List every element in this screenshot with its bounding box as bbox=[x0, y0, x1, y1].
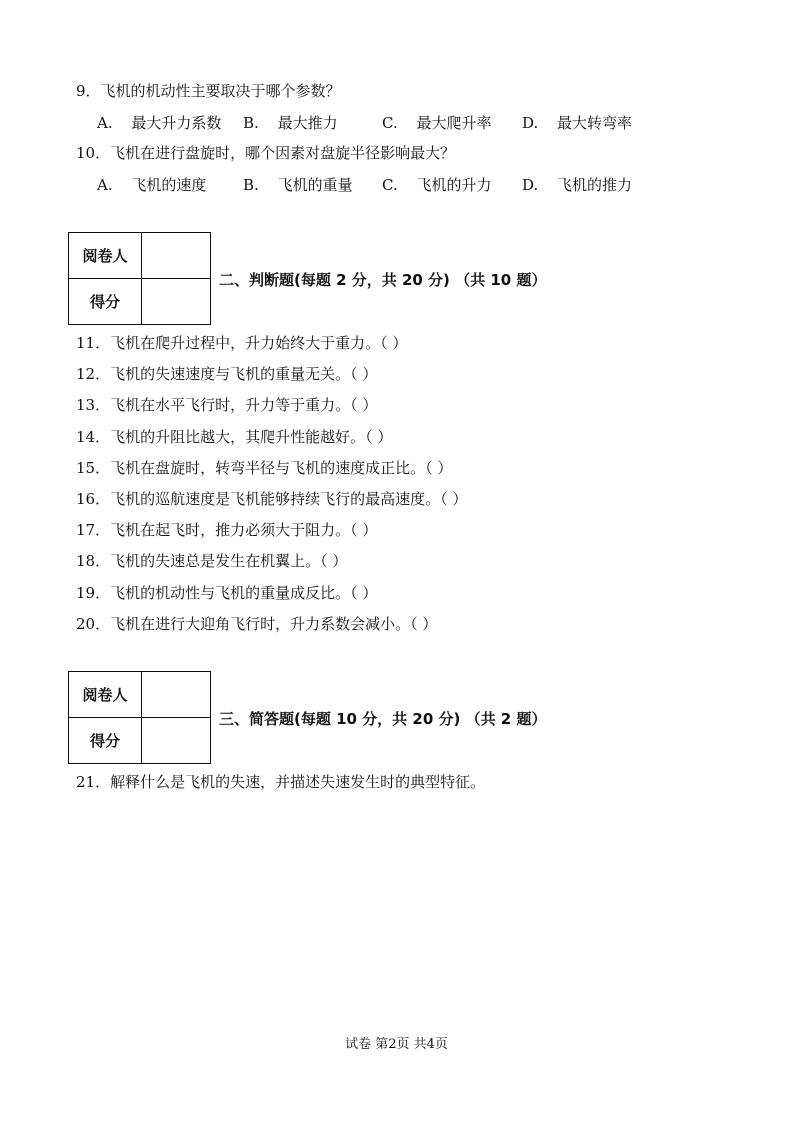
tf-question: 14．飞机的升阻比越大，其爬升性能越好。（ ） bbox=[76, 428, 393, 446]
question-10 bbox=[76, 143, 455, 163]
score-label: 得分 bbox=[69, 718, 142, 764]
reviewer-cell[interactable] bbox=[142, 672, 211, 718]
option-a bbox=[97, 113, 221, 133]
score-label: 得分 bbox=[69, 279, 142, 325]
option-b bbox=[243, 113, 338, 133]
option-text: 最大推力 bbox=[277, 114, 338, 132]
option-a bbox=[97, 175, 206, 195]
option-c bbox=[382, 175, 492, 195]
option-d bbox=[522, 175, 632, 195]
option-letter: D. bbox=[522, 176, 539, 194]
reviewer-label: 阅卷人 bbox=[69, 672, 142, 718]
option-b bbox=[243, 175, 353, 195]
grading-box bbox=[68, 671, 211, 764]
option-letter: C. bbox=[382, 114, 398, 132]
option-text: 飞机的推力 bbox=[557, 176, 633, 194]
question-9 bbox=[76, 81, 341, 101]
option-text: 飞机的升力 bbox=[416, 176, 492, 194]
page-footer: 试卷 第2页 共4页 bbox=[345, 1037, 448, 1052]
section-title-short-answer: 三、简答题(每题 10 分，共 20 分) （共 2 题） bbox=[219, 710, 547, 728]
reviewer-cell[interactable] bbox=[142, 233, 211, 279]
question-stem: 飞机的机动性主要取决于哪个参数？ bbox=[100, 82, 341, 100]
question-number: 10． bbox=[76, 144, 111, 162]
tf-question: 12．飞机的失速速度与飞机的重量无关。（ ） bbox=[76, 365, 378, 383]
question-stem: 飞机在进行盘旋时，哪个因素对盘旋半径影响最大？ bbox=[110, 144, 456, 162]
option-text: 最大升力系数 bbox=[131, 114, 222, 132]
question-number: 9． bbox=[76, 82, 101, 100]
score-cell[interactable] bbox=[142, 279, 211, 325]
option-d bbox=[522, 113, 632, 133]
tf-question: 19．飞机的机动性与飞机的重量成反比。（ ） bbox=[76, 584, 378, 602]
option-letter: A. bbox=[97, 176, 113, 194]
short-answer-question: 21．解释什么是飞机的失速，并描述失速发生时的典型特征。 bbox=[76, 773, 486, 791]
option-text: 飞机的速度 bbox=[131, 176, 207, 194]
option-letter: C. bbox=[382, 176, 398, 194]
tf-question: 13．飞机在水平飞行时，升力等于重力。（ ） bbox=[76, 396, 378, 414]
tf-question: 18．飞机的失速总是发生在机翼上。（ ） bbox=[76, 552, 348, 570]
option-c bbox=[382, 113, 492, 133]
tf-question: 11．飞机在爬升过程中，升力始终大于重力。（ ） bbox=[76, 334, 408, 352]
reviewer-label: 阅卷人 bbox=[69, 233, 142, 279]
grading-box bbox=[68, 232, 211, 325]
option-letter: B. bbox=[243, 176, 259, 194]
tf-question: 20．飞机在进行大迎角飞行时，升力系数会减小。（ ） bbox=[76, 615, 438, 633]
tf-question: 15．飞机在盘旋时，转弯半径与飞机的速度成正比。（ ） bbox=[76, 459, 453, 477]
option-letter: D. bbox=[522, 114, 539, 132]
section-title-true-false: 二、判断题(每题 2 分，共 20 分) （共 10 题） bbox=[219, 271, 547, 289]
tf-question: 16．飞机的巡航速度是飞机能够持续飞行的最高速度。（ ） bbox=[76, 490, 468, 508]
option-text: 最大爬升率 bbox=[416, 114, 492, 132]
option-letter: B. bbox=[243, 114, 259, 132]
score-cell[interactable] bbox=[142, 718, 211, 764]
tf-question: 17．飞机在起飞时，推力必须大于阻力。（ ） bbox=[76, 521, 378, 539]
option-letter: A. bbox=[97, 114, 113, 132]
option-text: 最大转弯率 bbox=[557, 114, 633, 132]
option-text: 飞机的重量 bbox=[277, 176, 353, 194]
